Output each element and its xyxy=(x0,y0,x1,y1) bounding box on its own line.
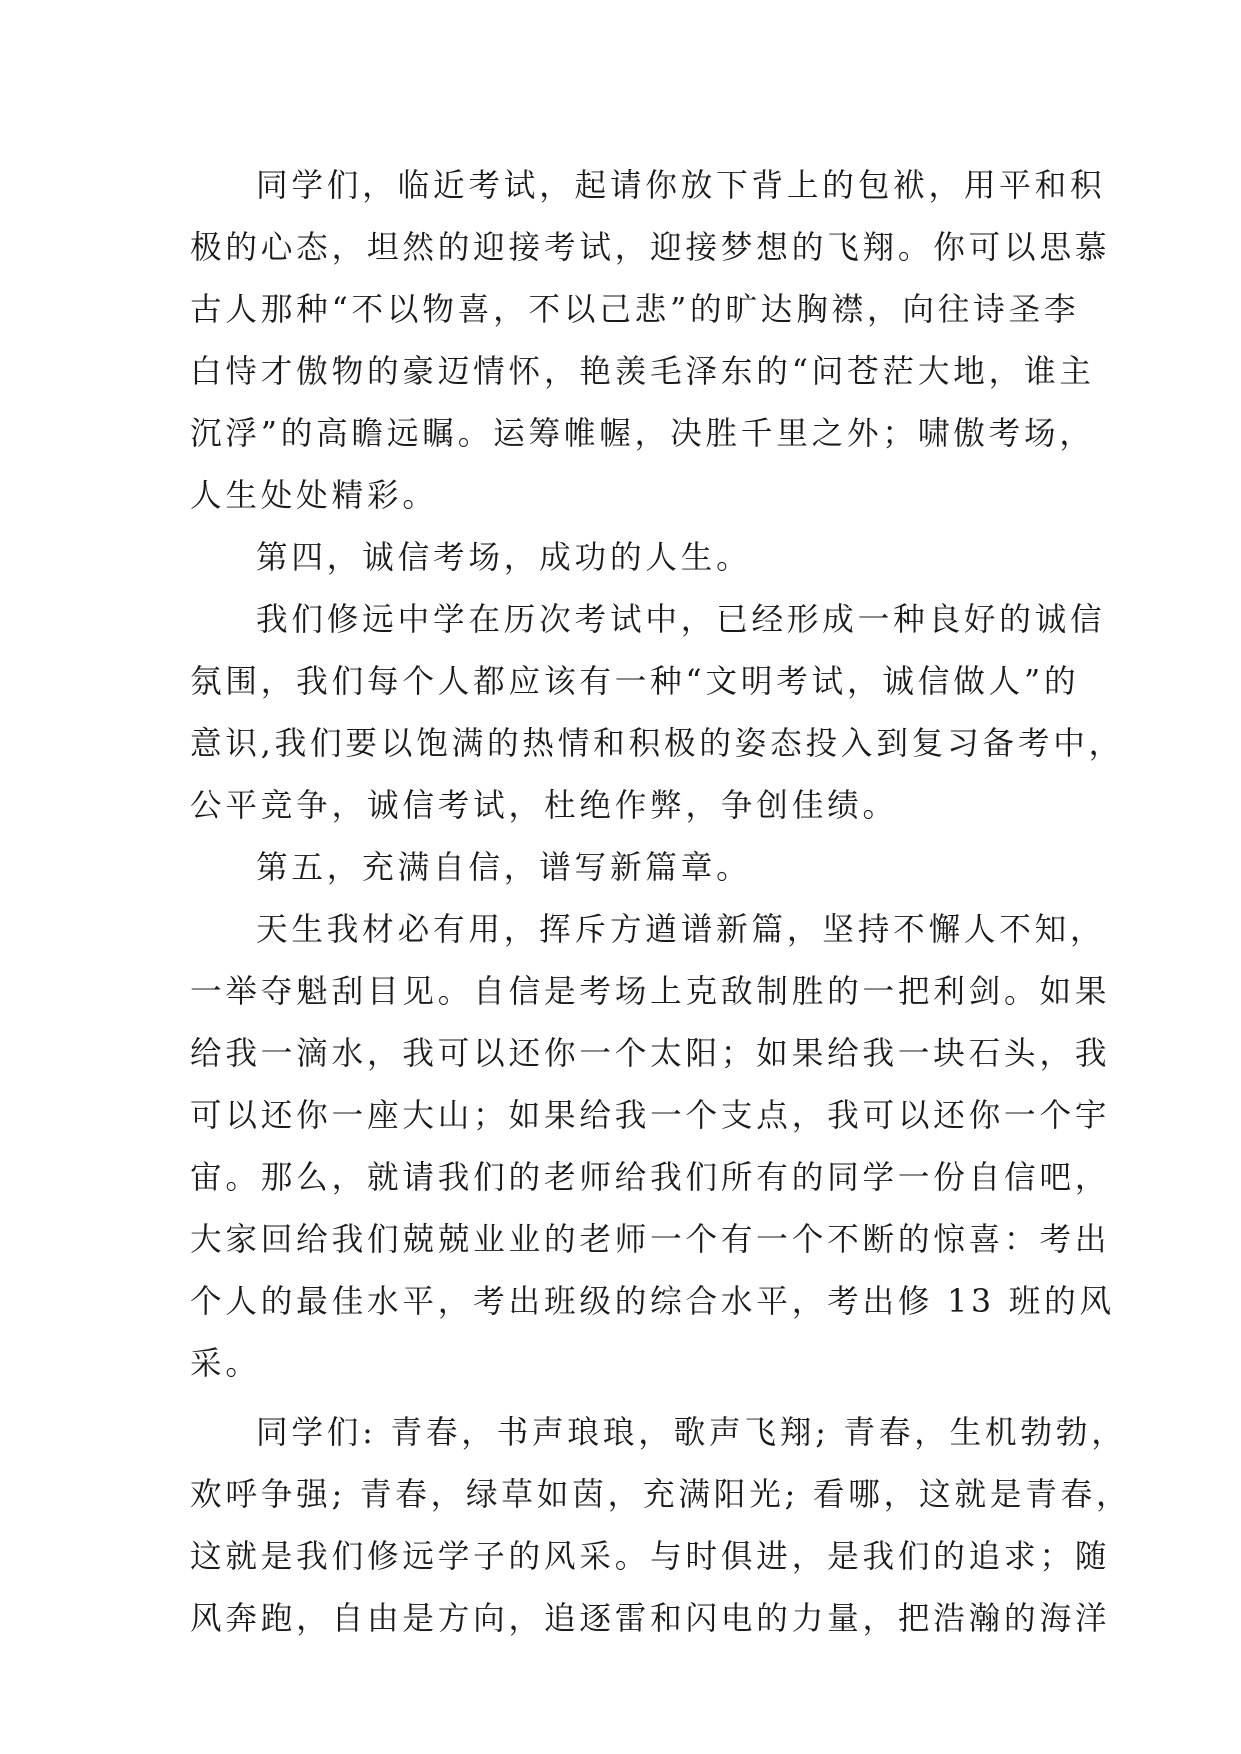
text-line: 可以还你一座大山；如果给我一个支点，我可以还你一个宇 xyxy=(190,1098,1111,1134)
text-line: 氛围，我们每个人都应该有一种“文明考试，诚信做人”的 xyxy=(190,664,1080,700)
paragraph-youth xyxy=(190,1402,1132,1650)
paragraph-spacer xyxy=(190,1395,1070,1402)
text-line: 公平竞争，诚信考试，杜绝作弊，争创佳绩。 xyxy=(190,788,898,824)
text-line: 这就是我们修远学子的风采。与时俱进，是我们的追求；随 xyxy=(190,1539,1111,1575)
text-line: 第四，诚信考场，成功的人生。 xyxy=(256,540,752,576)
text-line: 欢呼争强; 青春，绿草如茵，充满阳光; 看哪，这就是青春， xyxy=(190,1477,1132,1513)
text-line: 第五，充满自信，谱写新篇章。 xyxy=(256,850,752,886)
document-body xyxy=(190,155,1132,1650)
text-line: 风奔跑，自由是方向，追逐雷和闪电的力量，把浩瀚的海洋 xyxy=(190,1601,1111,1637)
text-line: 一举夺魁刮目见。自信是考场上克敌制胜的一把利剑。如果 xyxy=(190,974,1111,1010)
text-line: 采。 xyxy=(190,1346,261,1382)
text-line: 大家回给我们兢兢业业的老师一个有一个不断的惊喜：考出 xyxy=(190,1222,1111,1258)
text-line: 人生处处精彩。 xyxy=(190,478,438,514)
text-line: 我们修远中学在历次考试中，已经形成一种良好的诚信 xyxy=(256,602,1106,638)
paragraph-confidence xyxy=(190,899,1115,1395)
text-line: 意识,我们要以饱满的热情和积极的姿态投入到复习备考中， xyxy=(190,726,1125,762)
text-line: 古人那种“不以物喜，不以己悲”的旷达胸襟，向往诗圣李 xyxy=(190,292,1080,328)
text-line: 宙。那么，就请我们的老师给我们所有的同学一份自信吧， xyxy=(190,1160,1111,1196)
text-line: 同学们: 青春，书声琅琅，歌声飞翔; 青春，生机勃勃， xyxy=(256,1415,1127,1451)
heading-fifth-point xyxy=(190,837,1070,899)
text-line: 白恃才傲物的豪迈情怀，艳羡毛泽东的“问苍茫大地，谁主 xyxy=(190,354,1095,390)
text-line: 极的心态，坦然的迎接考试，迎接梦想的飞翔。你可以思慕 xyxy=(190,230,1111,266)
text-line: 给我一滴水，我可以还你一个太阳；如果给我一块石头，我 xyxy=(190,1036,1111,1072)
text-line: 沉浮”的高瞻远瞩。运筹帷幄，决胜千里之外；啸傲考场， xyxy=(190,416,1095,452)
text-line: 同学们，临近考试，起请你放下背上的包袱，用平和积 xyxy=(256,168,1106,204)
text-line: 个人的最佳水平，考出班级的综合水平，考出修 13 班的风 xyxy=(190,1284,1115,1320)
paragraph-exam-mindset xyxy=(190,155,1111,527)
heading-fourth-point xyxy=(190,527,1070,589)
text-line: 天生我材必有用，挥斥方遒谱新篇，坚持不懈人不知， xyxy=(256,912,1106,948)
paragraph-integrity xyxy=(190,589,1125,837)
